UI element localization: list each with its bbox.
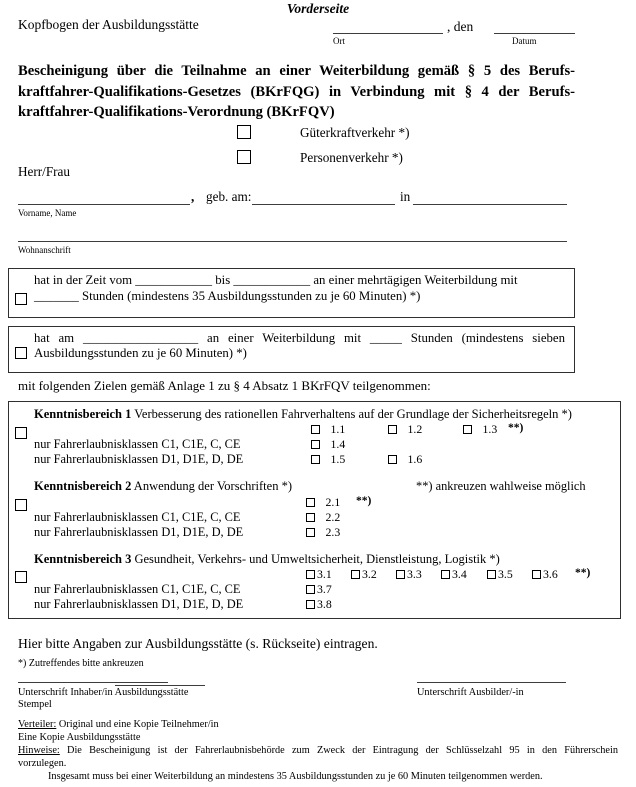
signature-owner-line-2[interactable] xyxy=(115,673,205,686)
area-2-suffix: **) xyxy=(356,495,372,507)
area-3-checkbox[interactable] xyxy=(15,571,27,583)
option-2-3[interactable]: 2.3 xyxy=(306,525,340,540)
option-3-3[interactable]: 3.3 xyxy=(396,567,422,582)
option-3-7[interactable]: 3.7 xyxy=(306,582,332,597)
birthplace-field-line[interactable] xyxy=(413,189,567,205)
option-1-4[interactable]: 1.4 xyxy=(311,437,345,452)
area-3-suffix: **) xyxy=(575,567,591,579)
title-line-2: kraftfahrer-Qualifikations-Gesetzes (BKrFQG) in Verbindung mit § 4 der Berufs- xyxy=(18,83,575,100)
footer-total-hours-line: Insgesamt muss bei einer Weiterbildung an mindestens 35 Ausbildungsstunden zu je 60 Minuten teilgenommen werden. xyxy=(48,770,543,782)
option-1-1[interactable]: 1.1 xyxy=(311,422,345,437)
page-side-label: Vorderseite xyxy=(286,1,350,16)
checkbox-icon[interactable] xyxy=(388,455,397,464)
option-3-8[interactable]: 3.8 xyxy=(306,597,332,612)
name-comma: , xyxy=(191,189,195,204)
checkbox-icon[interactable] xyxy=(388,425,397,434)
area-2-checkbox[interactable] xyxy=(15,499,27,511)
checkbox-icon[interactable] xyxy=(311,425,320,434)
area-1-suffix: **) xyxy=(508,422,524,434)
option-3-5[interactable]: 3.5 xyxy=(487,567,513,582)
footer-notes xyxy=(18,719,618,784)
datum-field-line[interactable] xyxy=(494,18,575,34)
area-1-checkbox[interactable] xyxy=(15,427,27,439)
datum-caption: Datum xyxy=(512,36,537,46)
name-field-line[interactable] xyxy=(18,189,190,205)
checkbox-icon[interactable] xyxy=(351,570,360,579)
area-3-c-label: nur Fahrerlaubnisklassen C1, C1E, C, CE xyxy=(34,582,241,596)
knowledge-areas-box xyxy=(8,401,621,619)
in-label: in xyxy=(400,189,411,204)
option-1-3[interactable]: 1.3 xyxy=(463,422,497,437)
checkbox-icon[interactable] xyxy=(487,570,496,579)
oneday-training-checkbox[interactable] xyxy=(15,347,27,359)
checkbox-icon[interactable] xyxy=(311,440,320,449)
oneday-line-1: hat am __________________ an einer Weiterbildung mit _____ Stunden (mindestens sieben xyxy=(34,331,565,345)
option-3-6[interactable]: 3.6 xyxy=(532,567,558,582)
multiday-training-checkbox[interactable] xyxy=(15,293,27,305)
salutation-label: Herr/Frau xyxy=(18,164,70,179)
area-3-d-label: nur Fahrerlaubnisklassen D1, D1E, D, DE xyxy=(34,597,244,611)
den-text: , den xyxy=(447,19,474,34)
multiday-training-box xyxy=(8,268,575,318)
checkbox-icon[interactable] xyxy=(311,455,320,464)
footer-copy-line: Eine Kopie Ausbildungsstätte xyxy=(18,731,141,743)
address-caption: Wohnanschrift xyxy=(18,245,71,255)
footer-verteiler-line: Verteiler: Original und eine Kopie Teilnehmer/in xyxy=(18,719,219,730)
area-2-c-label: nur Fahrerlaubnisklassen C1, C1E, C, CE xyxy=(34,510,241,524)
signature-trainer-label: Unterschrift Ausbilder/-in xyxy=(417,687,524,698)
option-2-1[interactable]: 2.1 xyxy=(306,495,340,510)
goals-intro: mit folgenden Zielen gemäß Anlage 1 zu § 4 Absatz 1 BKrFQV teilgenommen: xyxy=(18,378,431,393)
name-caption: Vorname, Name xyxy=(18,208,77,218)
area-1-c-label: nur Fahrerlaubnisklassen C1, C1E, C, CE xyxy=(34,437,241,451)
checkbox-icon[interactable] xyxy=(463,425,472,434)
footer-hinweise-line: Hinweise: Die Bescheinigung ist der Fahrerlaubnisbehörde zum Zweck der Eintragung der Schlüsselzahl 95 in den Führerschein xyxy=(18,744,618,756)
checkbox-icon[interactable] xyxy=(306,600,315,609)
ort-field-line[interactable] xyxy=(333,18,443,34)
option-1-2[interactable]: 1.2 xyxy=(388,422,422,437)
address-field-line[interactable] xyxy=(18,226,567,242)
multiday-line-2: _______ Stunden (mindestens 35 Ausbildungsstunden zu je 60 Minuten) *) xyxy=(34,289,421,303)
area-3-title: Kenntnisbereich 3 Gesundheit, Verkehrs- und Umweltsicherheit, Dienstleistung, Logistik *) xyxy=(34,552,500,566)
checkbox-icon[interactable] xyxy=(441,570,450,579)
checkbox-icon[interactable] xyxy=(306,585,315,594)
letterhead-label: Kopfbogen der Ausbildungsstätte xyxy=(18,17,199,32)
area-1-title: Kenntnisbereich 1 Verbesserung des rationellen Fahrverhaltens auf der Grundlage der Sicherheitsregeln *) xyxy=(34,407,572,421)
title-line-1: Bescheinigung über die Teilnahme an einer Weiterbildung gemäß § 5 des Berufs- xyxy=(18,63,575,79)
stamp-label: Stempel xyxy=(18,699,52,710)
signature-trainer-line[interactable] xyxy=(417,670,566,683)
checkbox-icon[interactable] xyxy=(306,498,315,507)
geb-am-label: geb. am: xyxy=(206,189,252,204)
personenverkehr-label: Personenverkehr *) xyxy=(300,150,403,165)
area-2-title: Kenntnisbereich 2 Anwendung der Vorschriften *) xyxy=(34,479,292,493)
area-1-d-label: nur Fahrerlaubnisklassen D1, D1E, D, DE xyxy=(34,452,244,466)
ort-caption: Ort xyxy=(333,36,345,46)
option-3-2[interactable]: 3.2 xyxy=(351,567,377,582)
option-1-6[interactable]: 1.6 xyxy=(388,452,422,467)
closing-instruction: Hier bitte Angaben zur Ausbildungsstätte (s. Rückseite) eintragen. xyxy=(18,636,378,651)
area-2-d-label: nur Fahrerlaubnisklassen D1, D1E, D, DE xyxy=(34,525,244,539)
checkbox-icon[interactable] xyxy=(306,528,315,537)
checkbox-icon[interactable] xyxy=(306,570,315,579)
asterisk-footnote: *) Zutreffendes bitte ankreuzen xyxy=(18,658,144,669)
option-3-1[interactable]: 3.1 xyxy=(306,567,332,582)
oneday-training-box xyxy=(8,326,575,373)
checkbox-icon[interactable] xyxy=(532,570,541,579)
option-1-5[interactable]: 1.5 xyxy=(311,452,345,467)
signature-owner-label: Unterschrift Inhaber/in Ausbildungsstätte xyxy=(18,687,189,698)
area-2-side-note: **) ankreuzen wahlweise möglich xyxy=(416,479,586,493)
title-line-3: kraftfahrer-Qualifikations-Verordnung (BKrFQV) xyxy=(18,104,335,121)
checkbox-icon[interactable] xyxy=(396,570,405,579)
checkbox-icon[interactable] xyxy=(306,513,315,522)
personenverkehr-checkbox[interactable] xyxy=(237,150,251,164)
birthdate-field-line[interactable] xyxy=(252,189,395,205)
footer-hinweise-cont: vorzulegen. xyxy=(18,757,67,769)
option-3-4[interactable]: 3.4 xyxy=(441,567,467,582)
gueterkraftverkehr-label: Güterkraftverkehr *) xyxy=(300,125,410,140)
gueterkraftverkehr-checkbox[interactable] xyxy=(237,125,251,139)
option-2-2[interactable]: 2.2 xyxy=(306,510,340,525)
multiday-line-1: hat in der Zeit vom ____________ bis ____________ an einer mehrtägigen Weiterbildung mit xyxy=(34,273,518,287)
oneday-line-2: Ausbildungsstunden zu je 60 Minuten) *) xyxy=(34,346,247,360)
document-title xyxy=(18,61,575,123)
